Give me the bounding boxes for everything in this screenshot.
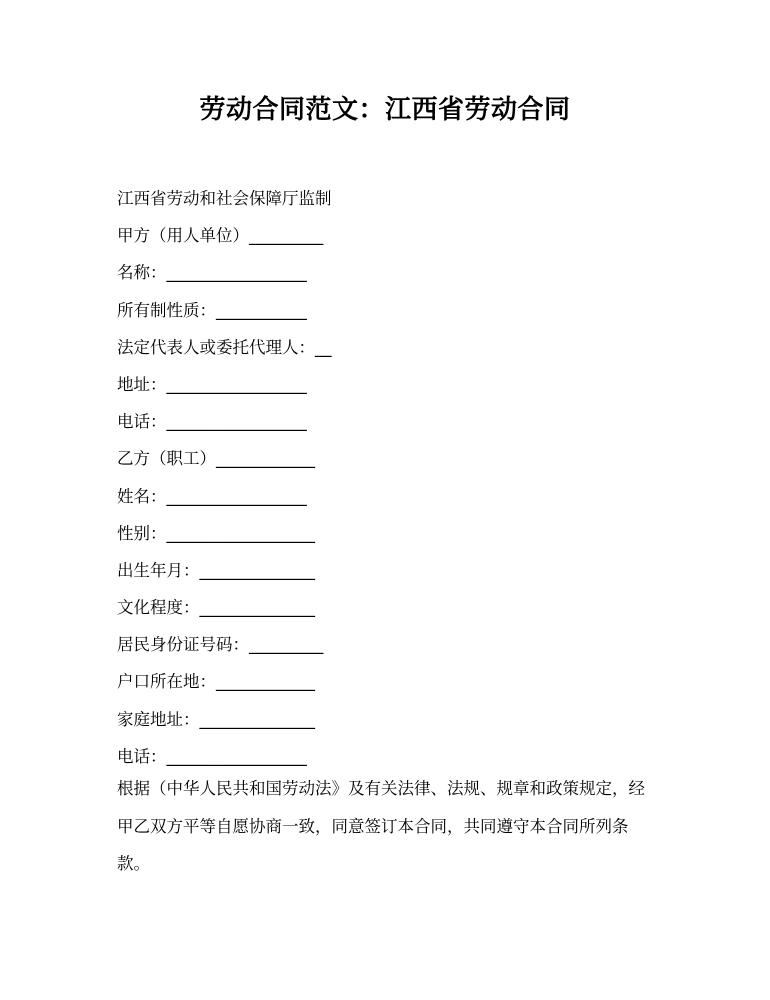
document-title: 劳动合同范文：江西省劳动合同: [199, 95, 571, 125]
party-a-phone-line: 电话：_________________: [117, 412, 307, 432]
household-registration-line: 户口所在地：____________: [117, 672, 315, 692]
party-a-address-line: 地址：_________________: [117, 374, 307, 394]
home-address-line: 家庭地址：______________: [117, 709, 315, 729]
party-b-line: 乙方（职工）____________: [117, 449, 315, 469]
education-line: 文化程度：______________: [117, 598, 315, 618]
contract-fields: [117, 180, 657, 775]
legal-representative-line: 法定代表人或委托代理人：__: [117, 337, 332, 357]
party-b-name-line: 姓名：_________________: [117, 486, 307, 506]
ownership-type-line: 所有制性质：___________: [117, 300, 307, 320]
gender-line: 性别：__________________: [117, 523, 315, 543]
issuer-line: 江西省劳动和社会保障厅监制: [117, 189, 332, 208]
party-a-name-line: 名称：_________________: [117, 263, 307, 283]
party-b-phone-line: 电话：_________________: [117, 746, 307, 766]
id-number-line: 居民身份证号码：_________: [117, 635, 324, 655]
contract-preamble: 根据（中华人民共和国劳动法》及有关法律、法规、规章和政策规定，经甲乙双方平等自愿协商一致，同意签订本合同，共同遵守本合同所列条款。: [117, 779, 645, 873]
party-a-line: 甲方（用人单位）_________: [117, 226, 324, 246]
birth-date-line: 出生年月：______________: [117, 560, 315, 580]
